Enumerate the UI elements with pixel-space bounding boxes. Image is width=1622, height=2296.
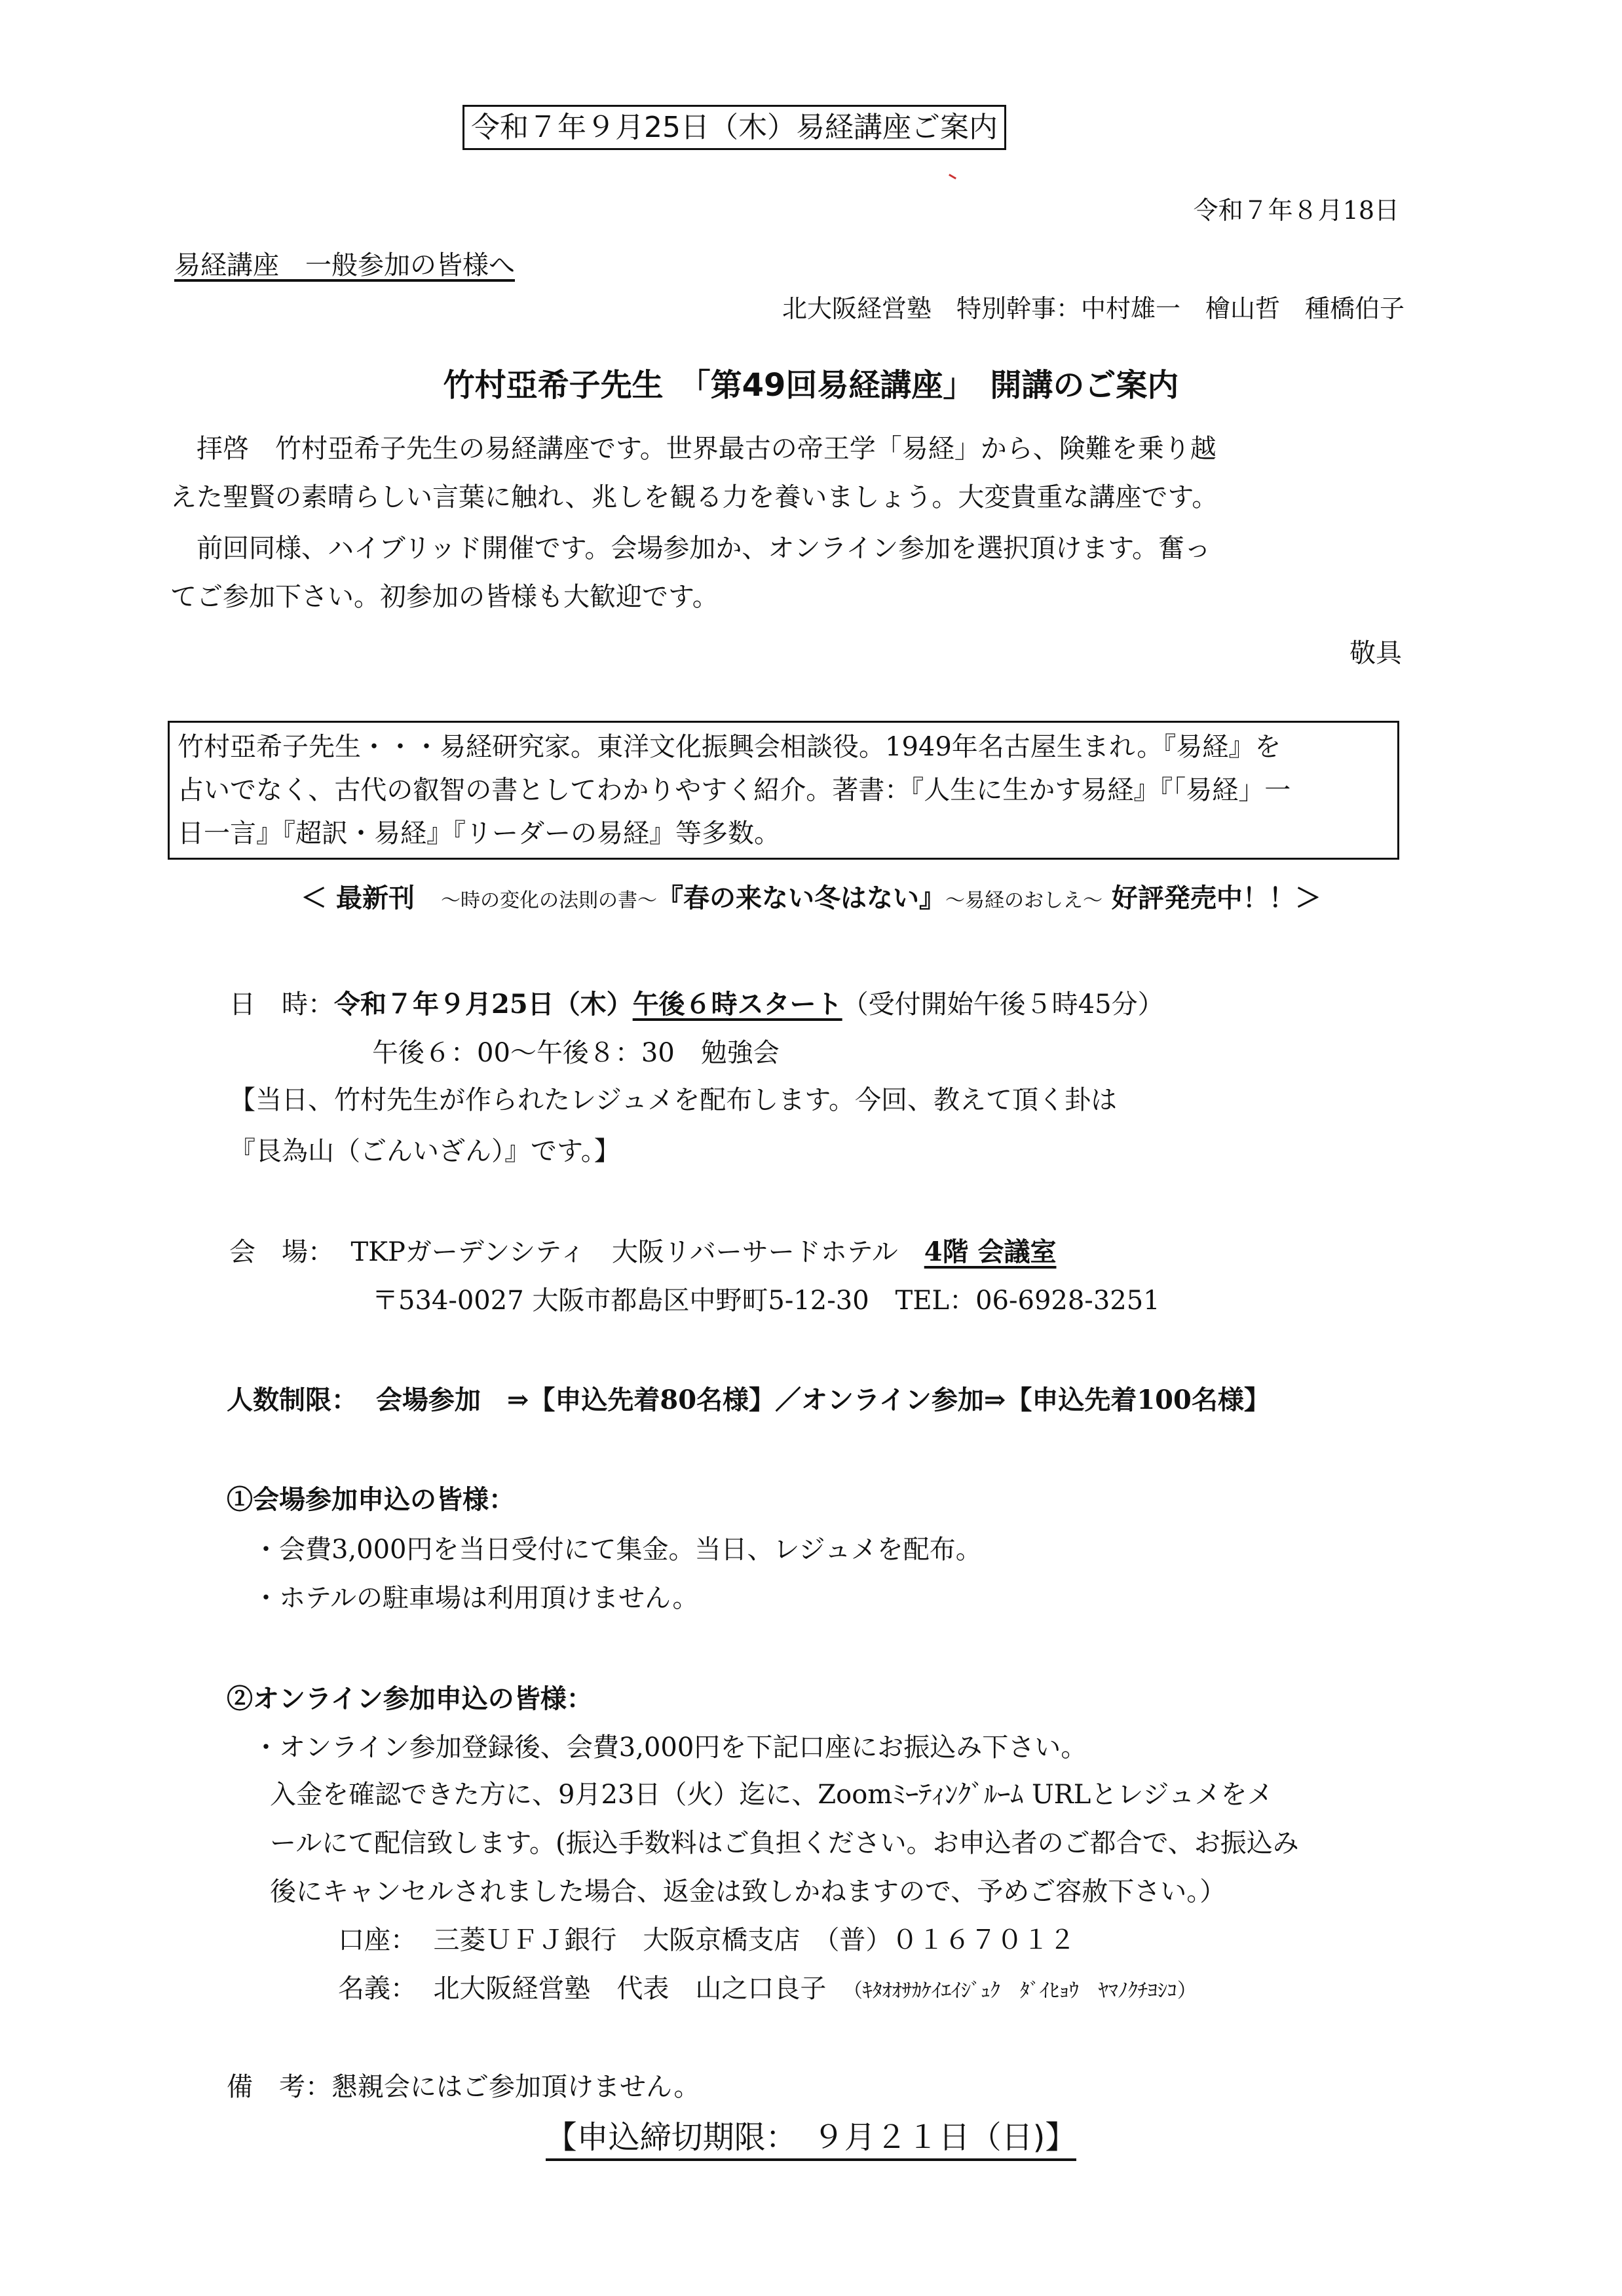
venue-line (229, 1234, 1056, 1270)
holder-value: 北大阪経営塾 代表 山之口良子 (433, 1974, 827, 2004)
headline: 竹村亞希子先生 「第49回易経講座」 開講のご案内 (443, 367, 1179, 404)
venue-name: TKPガーデンシティ 大阪リバーサードホテル (350, 1237, 924, 1267)
boxed-title: 令和７年９月25日（木）易経講座ご案内 (462, 105, 1006, 150)
schedule-label: 日 時： (229, 989, 334, 1020)
capacity-text: 会場参加 ⇒【申込先着80名様】／オンライン参加⇒【申込先着100名様】 (375, 1385, 1270, 1415)
venue-address: 〒534-0027 大阪市都島区中野町5-12-30 TEL：06-6928-3251 (372, 1286, 1160, 1316)
intro-line-3: 前回同様、ハイブリッド開催です。会場参加か、オンライン参加を選択頂けます。奮っ (197, 533, 1211, 564)
book-subtitle-1: ～時の変化の法則の書～ (441, 889, 657, 912)
schedule-start: 午後６時スタート (632, 989, 842, 1020)
book-subtitle-2: ～易経のおしえ～ (945, 889, 1103, 912)
new-book-announcement (0, 881, 1622, 916)
capacity-label: 人数制限： (227, 1385, 358, 1415)
book-prefix: ＜ 最新刊 (301, 883, 441, 913)
remarks-label: 備 考： (227, 2072, 331, 2102)
book-suffix: 好評発売中！！＞ (1103, 883, 1321, 913)
online-apply-line-4: 後にキャンセルされました場合、返金は致しかねますので、予めご容赦下さい。） (270, 1877, 1226, 1907)
online-apply-item-1: ・オンライン参加登録後、会費3,000円を下記口座にお振込み下さい。 (253, 1732, 1087, 1763)
venue-apply-item-2: ・ホテルの駐車場は利用頂けません。 (253, 1583, 699, 1613)
account-holder-line (338, 1971, 1197, 2006)
intro-paragraph-1 (170, 425, 1402, 522)
venue-apply-item-1: ・会費3,000円を当日受付にて集金。当日、レジュメを配布。 (253, 1535, 982, 1565)
online-apply-line-2: 入金を確認できた方に、9月23日（火）迄に、Zoomﾐｰﾃｨﾝｸﾞﾙｰﾑ URLとレジュメをメ (270, 1780, 1273, 1810)
profile-line-1: 竹村亞希子先生・・・易経研究家。東洋文化振興会相談役。1949年名古屋生まれ。『易経』を (178, 732, 1281, 762)
profile-line-2: 占いでなく、古代の叡智の書としてわかりやすく紹介。著書：『人生に生かす易経』『「易経」一 (178, 775, 1291, 805)
intro-line-2: えた聖賢の素晴らしい言葉に触れ、兆しを観る力を養いましょう。大変貴重な講座です。 (170, 482, 1218, 512)
intro-line-4: てご参加下さい。初参加の皆様も大歓迎です。 (170, 582, 719, 612)
book-title: 『春の来ない冬はない』 (657, 883, 945, 913)
schedule-note-1: 【当日、竹村先生が作られたレジュメを配布します。今回、教えて頂く卦は (229, 1085, 1117, 1115)
profile-box (168, 721, 1399, 860)
remarks-line (227, 2069, 700, 2105)
holder-label: 名義： (338, 1974, 417, 2004)
holder-kana: （ｷﾀｵｵｻｶｹｲｴｲｼﾞｭｸ ﾀﾞｲﾋｮｳ ﾔﾏﾉｸﾁﾖｼｺ） (842, 1980, 1197, 2002)
intro-paragraph-2 (170, 524, 1402, 621)
venue-apply-title: ①会場参加申込の皆様： (227, 1484, 515, 1515)
account-label: 口座： (338, 1925, 417, 1955)
letter-date: 令和７年８月18日 (1193, 196, 1399, 225)
schedule-reception: （受付開始午後５時45分） (842, 989, 1164, 1020)
schedule-line (229, 987, 1164, 1022)
deadline-text: 【申込締切期限： ９月２１日（日)】 (546, 2119, 1077, 2161)
intro-line-1: 拝啓 竹村亞希子先生の易経講座です。世界最古の帝王学「易経」から、険難を乗り越 (197, 434, 1216, 464)
schedule-date: 令和７年９月25日（木） (334, 989, 633, 1020)
addressee: 易経講座 一般参加の皆様へ (174, 250, 515, 280)
schedule-time: 午後６：00～午後８：30 勉強会 (372, 1038, 780, 1068)
online-apply-line-3: ールにて配信致します。(振込手数料はご負担ください。お申込者のご都合で、お振込み (270, 1828, 1299, 1858)
profile-line-3: 日一言』『超訳・易経』『リーダーの易経』等多数。 (178, 818, 780, 849)
closing: 敬具 (1349, 638, 1402, 668)
bank-account-line (338, 1923, 1075, 1958)
schedule-note-2: 『艮為山（ごんいざん）』です。】 (229, 1136, 620, 1166)
remarks-text: 懇親会にはご参加頂けません。 (331, 2072, 700, 2102)
application-deadline (0, 2116, 1622, 2159)
venue-label: 会 場： (229, 1237, 334, 1267)
account-value: 三菱ＵＦＪ銀行 大阪京橋支店 （普）０１６７０１２ (433, 1925, 1076, 1955)
capacity-line (227, 1383, 1270, 1418)
sender: 北大阪経営塾 特別幹事：中村雄一 檜山哲 種橋伯子 (782, 294, 1405, 323)
venue-room: 4階 会議室 (924, 1236, 1057, 1267)
online-apply-title: ②オンライン参加申込の皆様： (227, 1683, 593, 1714)
red-pen-mark (949, 174, 956, 180)
